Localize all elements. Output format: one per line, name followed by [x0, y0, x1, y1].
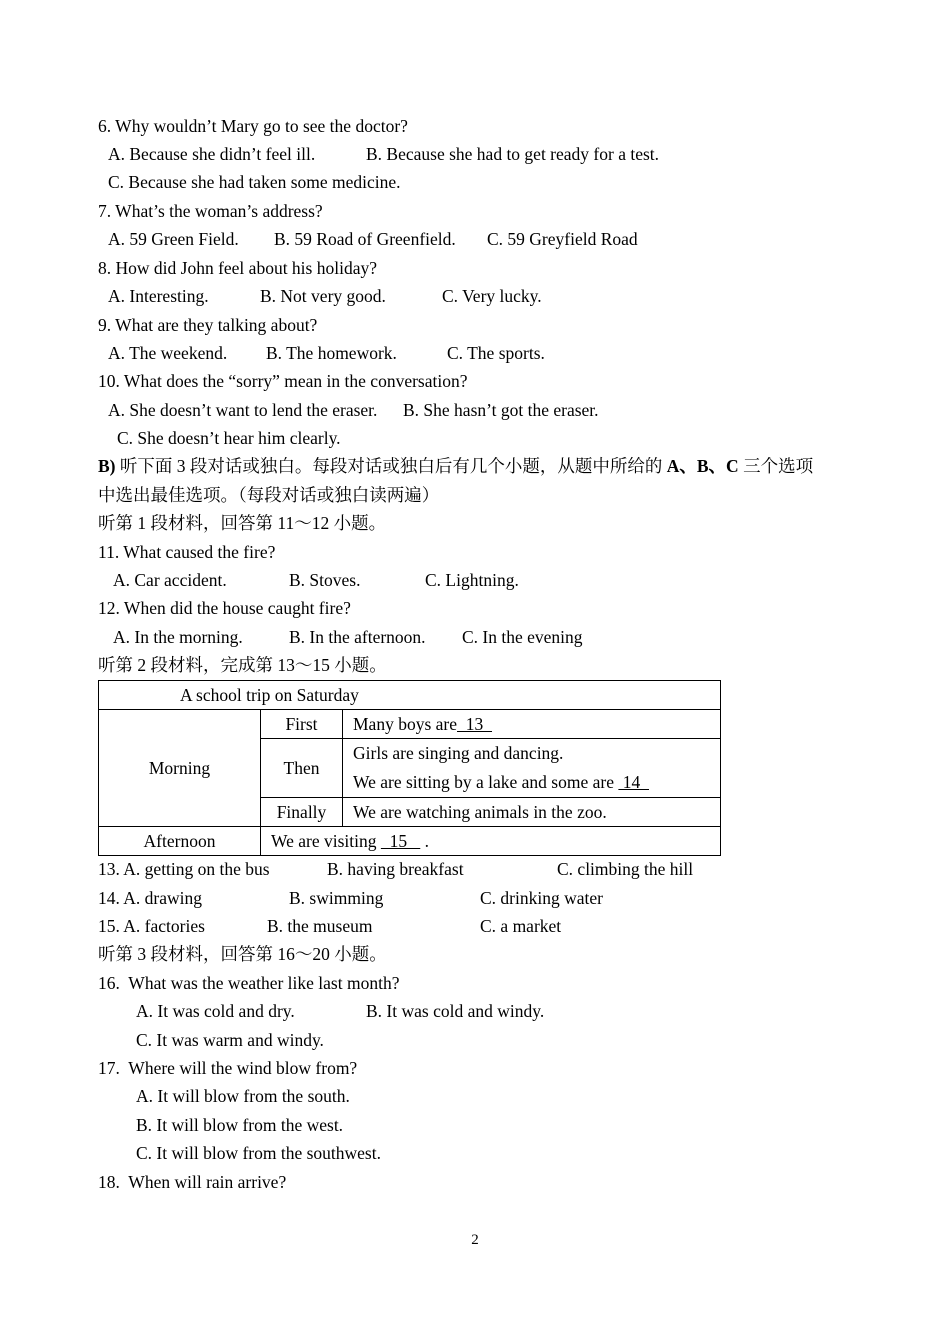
- q16-option-b: B. It was cold and windy.: [366, 1001, 545, 1021]
- table-finally-cell: Finally: [261, 798, 343, 827]
- q15-option-b: B. the museum: [267, 916, 373, 936]
- then-line-2: We are sitting by a lake and some are: [353, 772, 619, 792]
- q16-option-a: A. It was cold and dry.: [136, 1001, 295, 1021]
- q17-option-a: A. It will blow from the south.: [136, 1086, 350, 1106]
- q13-option-c: C. climbing the hill: [557, 859, 694, 879]
- q7-stem: 7. What’s the woman’s address?: [98, 201, 323, 221]
- section-b-text-end: 三个选项: [738, 456, 814, 476]
- q12-option-b: B. In the afternoon.: [289, 627, 426, 647]
- table-afternoon-text: [261, 827, 721, 856]
- q17-option-b: B. It will blow from the west.: [136, 1115, 344, 1135]
- q10-option-b: B. She hasn’t got the eraser.: [403, 400, 599, 420]
- q12-stem: 12. When did the house caught fire?: [98, 598, 351, 618]
- table-first-cell: First: [261, 710, 343, 739]
- q8-option-a: A. Interesting.: [108, 286, 209, 306]
- table-row: [99, 681, 721, 710]
- q11-stem: 11. What caused the fire?: [98, 542, 276, 562]
- table-finally-text: We are watching animals in the zoo.: [343, 798, 721, 827]
- then-line-1: Girls are singing and dancing.: [353, 743, 564, 763]
- q11-option-a: A. Car accident.: [113, 570, 227, 590]
- q10-option-c: C. She doesn’t hear him clearly.: [117, 428, 341, 448]
- q8-option-b: B. Not very good.: [260, 286, 386, 306]
- q13-option-b: B. having breakfast: [327, 859, 464, 879]
- q11-option-c: C. Lightning.: [425, 570, 519, 590]
- table-afternoon-cell: Afternoon: [99, 827, 261, 856]
- part1-heading: 听第 1 段材料，回答第 11～12 小题。: [98, 513, 387, 533]
- section-b-text: 听下面 3 段对话或独白。每段对话或独白后有几个小题，从题中所给的: [115, 456, 667, 476]
- q17-option-c: C. It will blow from the southwest.: [136, 1143, 381, 1163]
- table-then-cell: Then: [261, 739, 343, 798]
- q10-option-a: A. She doesn’t want to lend the eraser.: [108, 400, 378, 420]
- q10-stem: 10. What does the “sorry” mean in the conversation?: [98, 371, 468, 391]
- first-text: Many boys are: [353, 713, 458, 734]
- afternoon-end: .: [420, 830, 430, 851]
- q9-option-a: A. The weekend.: [108, 343, 228, 363]
- table-row: [99, 827, 721, 856]
- q12-option-c: C. In the evening: [462, 627, 583, 647]
- afternoon-text: We are visiting: [271, 830, 381, 851]
- q7-option-b: B. 59 Road of Greenfield.: [274, 229, 456, 249]
- table-morning-cell: Morning: [99, 710, 261, 827]
- q9-option-c: C. The sports.: [447, 343, 545, 363]
- q14-option-c: C. drinking water: [480, 888, 603, 908]
- school-trip-table: [98, 680, 721, 856]
- section-b-label: B): [98, 456, 116, 476]
- q6-option-a: A. Because she didn’t feel ill.: [108, 144, 316, 164]
- table-row: [99, 710, 721, 739]
- q6-option-b: B. Because she had to get ready for a test.: [366, 144, 660, 164]
- q9-stem: 9. What are they talking about?: [98, 315, 318, 335]
- blank-13: 13: [457, 713, 493, 734]
- section-b-options: A、B、C: [666, 456, 739, 476]
- q16-stem: 16. What was the weather like last month?: [98, 973, 400, 993]
- page-number: 2: [471, 1232, 479, 1248]
- q17-stem: 17. Where will the wind blow from?: [98, 1058, 358, 1078]
- q6-option-c: C. Because she had taken some medicine.: [108, 172, 401, 192]
- table-first-text: [343, 710, 721, 739]
- blank-14: 14: [618, 772, 649, 792]
- table-title: A school trip on Saturday: [99, 681, 721, 710]
- blank-15: 15: [380, 830, 421, 851]
- q6-stem: 6. Why wouldn’t Mary go to see the doctor?: [98, 116, 408, 136]
- part3-heading: 听第 3 段材料，回答第 16～20 小题。: [98, 944, 387, 964]
- q7-option-c: C. 59 Greyfield Road: [487, 229, 638, 249]
- q7-option-a: A. 59 Green Field.: [108, 229, 239, 249]
- q16-option-c: C. It was warm and windy.: [136, 1030, 324, 1050]
- table-then-text: [343, 739, 721, 798]
- section-b-instructions-line2: 中选出最佳选项。（每段对话或独白读两遍）: [98, 485, 440, 505]
- section-b-instructions: [98, 455, 813, 477]
- q15-option-c: C. a market: [480, 916, 562, 936]
- q14-option-a: 14. A. drawing: [98, 888, 203, 908]
- q13-option-a: 13. A. getting on the bus: [98, 859, 270, 879]
- q18-stem: 18. When will rain arrive?: [98, 1172, 287, 1192]
- q9-option-b: B. The homework.: [266, 343, 397, 363]
- q8-stem: 8. How did John feel about his holiday?: [98, 258, 377, 278]
- q11-option-b: B. Stoves.: [289, 570, 361, 590]
- q12-option-a: A. In the morning.: [113, 627, 243, 647]
- part2-heading: 听第 2 段材料，完成第 13～15 小题。: [98, 655, 387, 675]
- q14-option-b: B. swimming: [289, 888, 384, 908]
- q15-option-a: 15. A. factories: [98, 916, 205, 936]
- q8-option-c: C. Very lucky.: [442, 286, 542, 306]
